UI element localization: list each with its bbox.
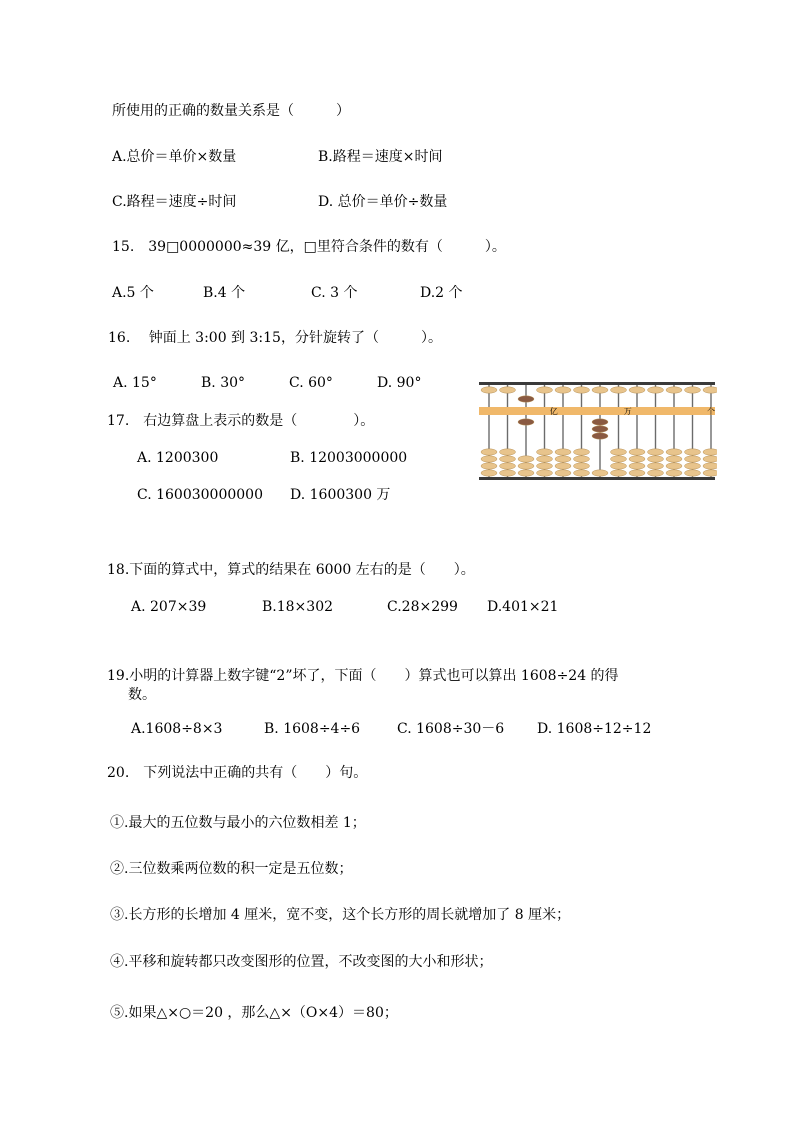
abacus-upper-bead bbox=[703, 387, 717, 393]
abacus-lower-bead bbox=[574, 463, 590, 469]
q18-option-a: A. 207×39 bbox=[131, 599, 207, 615]
q17-option-c: C. 160030000000 bbox=[137, 487, 263, 503]
q16-option-d: D. 90° bbox=[377, 375, 422, 391]
q17-option-d: D. 1600300 万 bbox=[290, 487, 391, 503]
abacus-lower-bead bbox=[611, 449, 627, 455]
abacus-lower-bead bbox=[703, 449, 717, 455]
abacus-upper-bead bbox=[574, 387, 590, 393]
abacus-bottom-bar bbox=[479, 477, 715, 480]
abacus-lower-bead bbox=[500, 463, 516, 469]
abacus-lower-bead bbox=[500, 470, 516, 476]
abacus-lower-bead-active bbox=[592, 426, 608, 432]
abacus-lower-bead-active bbox=[592, 419, 608, 425]
abacus-lower-bead bbox=[574, 470, 590, 476]
abacus-lower-bead bbox=[481, 463, 497, 469]
q19-stem-line2: 数。 bbox=[128, 687, 156, 703]
abacus-lower-bead bbox=[666, 456, 682, 462]
abacus-lower-bead bbox=[629, 470, 645, 476]
abacus-lower-bead bbox=[703, 463, 717, 469]
q14-option-a: A.总价＝单价×数量 bbox=[112, 149, 237, 165]
abacus-lower-bead bbox=[685, 456, 701, 462]
q14-option-c: C.路程＝速度÷时间 bbox=[112, 194, 237, 210]
abacus-place-label: 亿 bbox=[549, 407, 558, 416]
abacus-lower-bead-active bbox=[592, 433, 608, 439]
q15-option-c: C. 3 个 bbox=[311, 285, 358, 301]
abacus-place-label: 个 bbox=[707, 407, 715, 416]
abacus-upper-bead bbox=[537, 387, 553, 393]
abacus-lower-bead bbox=[537, 456, 553, 462]
abacus-lower-bead bbox=[518, 456, 534, 462]
q20-statement-1: ①.最大的五位数与最小的六位数相差 1； bbox=[110, 815, 366, 831]
q16-stem: 16. 钟面上 3:00 到 3:15，分针旋转了（ ）。 bbox=[108, 330, 442, 346]
abacus-lower-bead bbox=[648, 463, 664, 469]
abacus-lower-bead bbox=[666, 449, 682, 455]
abacus-lower-bead bbox=[537, 449, 553, 455]
q19-option-c: C. 1608÷30－6 bbox=[397, 721, 505, 737]
abacus-lower-bead bbox=[648, 449, 664, 455]
abacus-lower-bead-active bbox=[518, 419, 534, 425]
q18-option-b: B.18×302 bbox=[262, 599, 334, 615]
q18-stem: 18.下面的算式中，算式的结果在 6000 左右的是（ ）。 bbox=[107, 562, 475, 578]
q15-option-d: D.2 个 bbox=[420, 285, 463, 301]
q14-option-b: B.路程＝速度×时间 bbox=[318, 149, 443, 165]
q15-option-b: B.4 个 bbox=[203, 285, 246, 301]
abacus-lower-bead bbox=[629, 463, 645, 469]
q16-option-b: B. 30° bbox=[201, 375, 246, 391]
abacus-upper-bead bbox=[592, 387, 608, 393]
abacus-lower-bead bbox=[648, 456, 664, 462]
abacus-beam bbox=[479, 407, 715, 415]
abacus-lower-bead bbox=[555, 449, 571, 455]
abacus-upper-bead bbox=[685, 387, 701, 393]
q20-statement-2: ②.三位数乘两位数的积一定是五位数； bbox=[110, 861, 353, 877]
abacus-lower-bead bbox=[555, 456, 571, 462]
abacus-lower-bead bbox=[703, 470, 717, 476]
abacus-upper-bead bbox=[611, 387, 627, 393]
abacus-lower-bead bbox=[666, 463, 682, 469]
abacus-top-bar bbox=[479, 382, 715, 385]
q14-option-d: D. 总价＝单价÷数量 bbox=[318, 194, 448, 210]
abacus-lower-bead bbox=[611, 470, 627, 476]
abacus-lower-bead bbox=[537, 470, 553, 476]
abacus-lower-bead bbox=[500, 449, 516, 455]
abacus-lower-bead bbox=[629, 449, 645, 455]
q17-stem: 17. 右边算盘上表示的数是（ ）。 bbox=[107, 413, 375, 429]
q20-statement-5: ⑤.如果△×○＝20 ，那么△×（O×4）＝80； bbox=[110, 1005, 398, 1021]
abacus-upper-bead bbox=[500, 387, 516, 393]
q18-option-d: D.401×21 bbox=[487, 599, 559, 615]
q17-option-a: A. 1200300 bbox=[137, 450, 219, 466]
abacus-upper-bead bbox=[648, 387, 664, 393]
q18-option-c: C.28×299 bbox=[387, 599, 458, 615]
abacus-lower-bead bbox=[703, 456, 717, 462]
q19-option-d: D. 1608÷12÷12 bbox=[537, 721, 652, 737]
abacus-lower-bead bbox=[574, 456, 590, 462]
abacus-lower-bead bbox=[685, 470, 701, 476]
abacus-lower-bead bbox=[555, 470, 571, 476]
q16-option-a: A. 15° bbox=[113, 375, 157, 391]
abacus-lower-bead bbox=[555, 463, 571, 469]
q14-stem: 所使用的正确的数量关系是（ ） bbox=[112, 103, 350, 119]
abacus-lower-bead bbox=[685, 449, 701, 455]
q20-statement-4: ④.平移和旋转都只改变图形的位置，不改变图的大小和形状； bbox=[110, 954, 493, 970]
q19-option-b: B. 1608÷4÷6 bbox=[264, 721, 361, 737]
abacus-lower-bead bbox=[481, 456, 497, 462]
abacus-upper-bead bbox=[629, 387, 645, 393]
abacus-upper-bead-active bbox=[518, 396, 534, 402]
abacus-upper-bead bbox=[481, 387, 497, 393]
q15-stem: 15. 39□0000000≈39 亿，□里符合条件的数有（ ）。 bbox=[112, 239, 506, 255]
abacus-lower-bead bbox=[611, 463, 627, 469]
abacus-lower-bead bbox=[574, 449, 590, 455]
abacus-lower-bead bbox=[518, 470, 534, 476]
abacus-upper-bead bbox=[666, 387, 682, 393]
abacus-lower-bead bbox=[666, 470, 682, 476]
abacus-figure bbox=[477, 378, 717, 482]
abacus-lower-bead bbox=[481, 449, 497, 455]
abacus-lower-bead bbox=[592, 470, 608, 476]
abacus-lower-bead bbox=[500, 456, 516, 462]
q16-option-c: C. 60° bbox=[289, 375, 333, 391]
abacus-lower-bead bbox=[685, 463, 701, 469]
q15-option-a: A.5 个 bbox=[112, 285, 154, 301]
q20-stem: 20. 下列说法中正确的共有（ ）句。 bbox=[107, 765, 368, 781]
q19-stem-line1: 19.小明的计算器上数字键“2”坏了，下面（ ）算式也可以算出 1608÷24 的得 bbox=[107, 668, 619, 684]
abacus-upper-bead bbox=[555, 387, 571, 393]
abacus-lower-bead bbox=[648, 470, 664, 476]
q17-option-b: B. 12003000000 bbox=[290, 450, 408, 466]
abacus-lower-bead bbox=[537, 463, 553, 469]
abacus-lower-bead bbox=[518, 463, 534, 469]
abacus-place-label: 万 bbox=[623, 407, 632, 416]
abacus-lower-bead bbox=[611, 456, 627, 462]
q20-statement-3: ③.长方形的长增加 4 厘米，宽不变，这个长方形的周长就增加了 8 厘米； bbox=[110, 907, 571, 923]
abacus-lower-bead bbox=[481, 470, 497, 476]
abacus-lower-bead bbox=[629, 456, 645, 462]
q19-option-a: A.1608÷8×3 bbox=[131, 721, 223, 737]
